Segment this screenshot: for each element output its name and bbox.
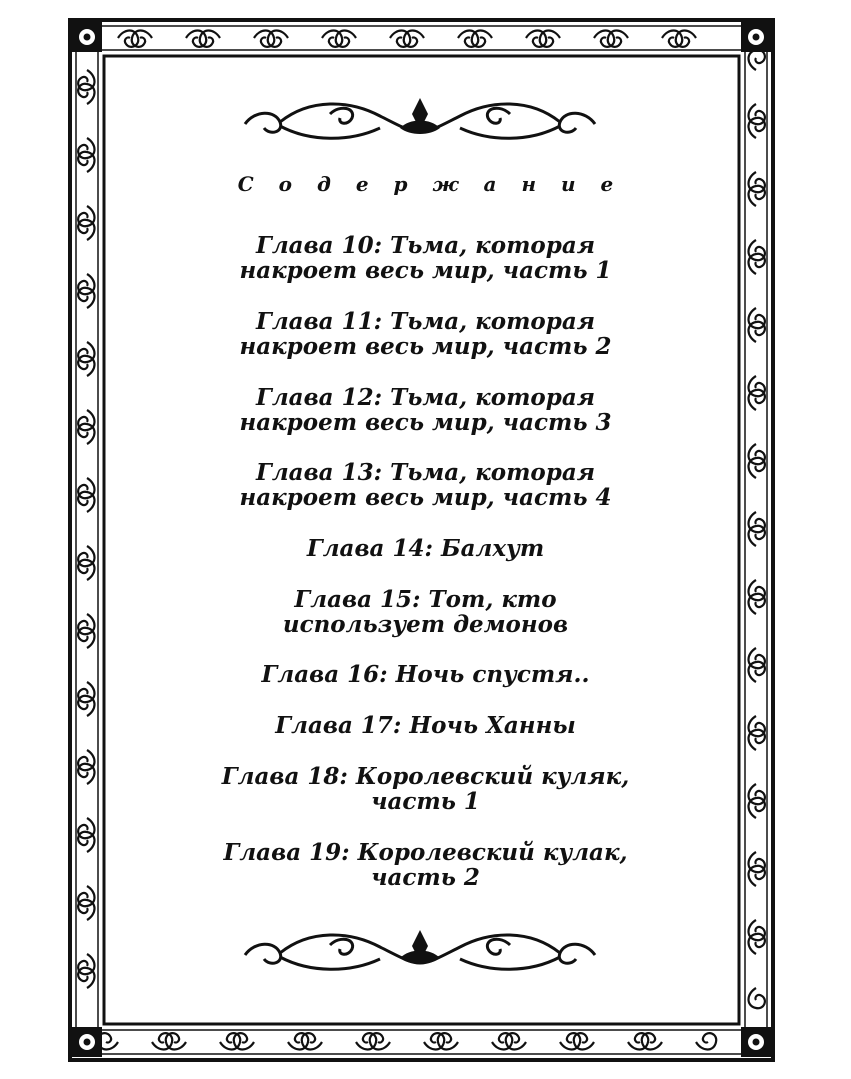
- toc-entry: Глава 15: Тот, кто использует демонов: [282, 586, 569, 638]
- border-swirl: [749, 988, 765, 1008]
- border-swirl: [749, 254, 765, 274]
- border-swirl: [749, 662, 765, 682]
- toc-entry: Глава 11: Тьма, которая накроет весь мир, часть 2: [239, 308, 612, 360]
- border-swirl: [78, 288, 94, 308]
- toc-entry: Глава 13: Тьма, которая накроет весь мир, часть 4: [239, 459, 612, 511]
- border-swirl: [749, 594, 765, 614]
- border-swirl: [78, 900, 94, 920]
- border-swirl: [78, 764, 94, 784]
- toc-entry: Глава 18: Королевский куляк, часть 1: [221, 763, 630, 815]
- border-swirl: [78, 560, 94, 580]
- border-swirl: [749, 186, 765, 206]
- border-swirl: [749, 322, 765, 342]
- toc-entry: Глава 19: Королевский кулак, часть 2: [223, 839, 628, 891]
- toc-entry: Глава 12: Тьма, которая накроет весь мир, часть 3: [239, 384, 612, 436]
- border-swirl: [749, 118, 765, 138]
- border-swirl: [78, 696, 94, 716]
- border-swirl: [749, 866, 765, 886]
- border-swirl: [78, 628, 94, 648]
- border-swirl: [749, 458, 765, 478]
- table-of-contents: [110, 0, 741, 1079]
- border-swirl: [78, 220, 94, 240]
- border-swirl: [78, 492, 94, 512]
- border-swirl: [78, 968, 94, 988]
- toc-entry: Глава 17: Ночь Ханны: [275, 712, 576, 739]
- border-swirl: [78, 832, 94, 852]
- toc-entry: Глава 10: Тьма, которая накроет весь мир, часть 1: [239, 232, 612, 284]
- toc-entry: Глава 16: Ночь спустя..: [261, 661, 590, 688]
- border-swirl: [749, 730, 765, 750]
- toc-heading: С о д е р ж а н и е: [237, 172, 623, 196]
- border-swirl: [78, 84, 94, 104]
- border-swirl: [78, 424, 94, 444]
- toc-entry: Глава 14: Балхут: [306, 535, 545, 562]
- border-swirl: [78, 152, 94, 172]
- border-swirl: [78, 356, 94, 376]
- border-swirl: [749, 526, 765, 546]
- border-swirl: [749, 50, 765, 70]
- border-swirl: [749, 934, 765, 954]
- border-swirl: [749, 390, 765, 410]
- border-swirl: [749, 798, 765, 818]
